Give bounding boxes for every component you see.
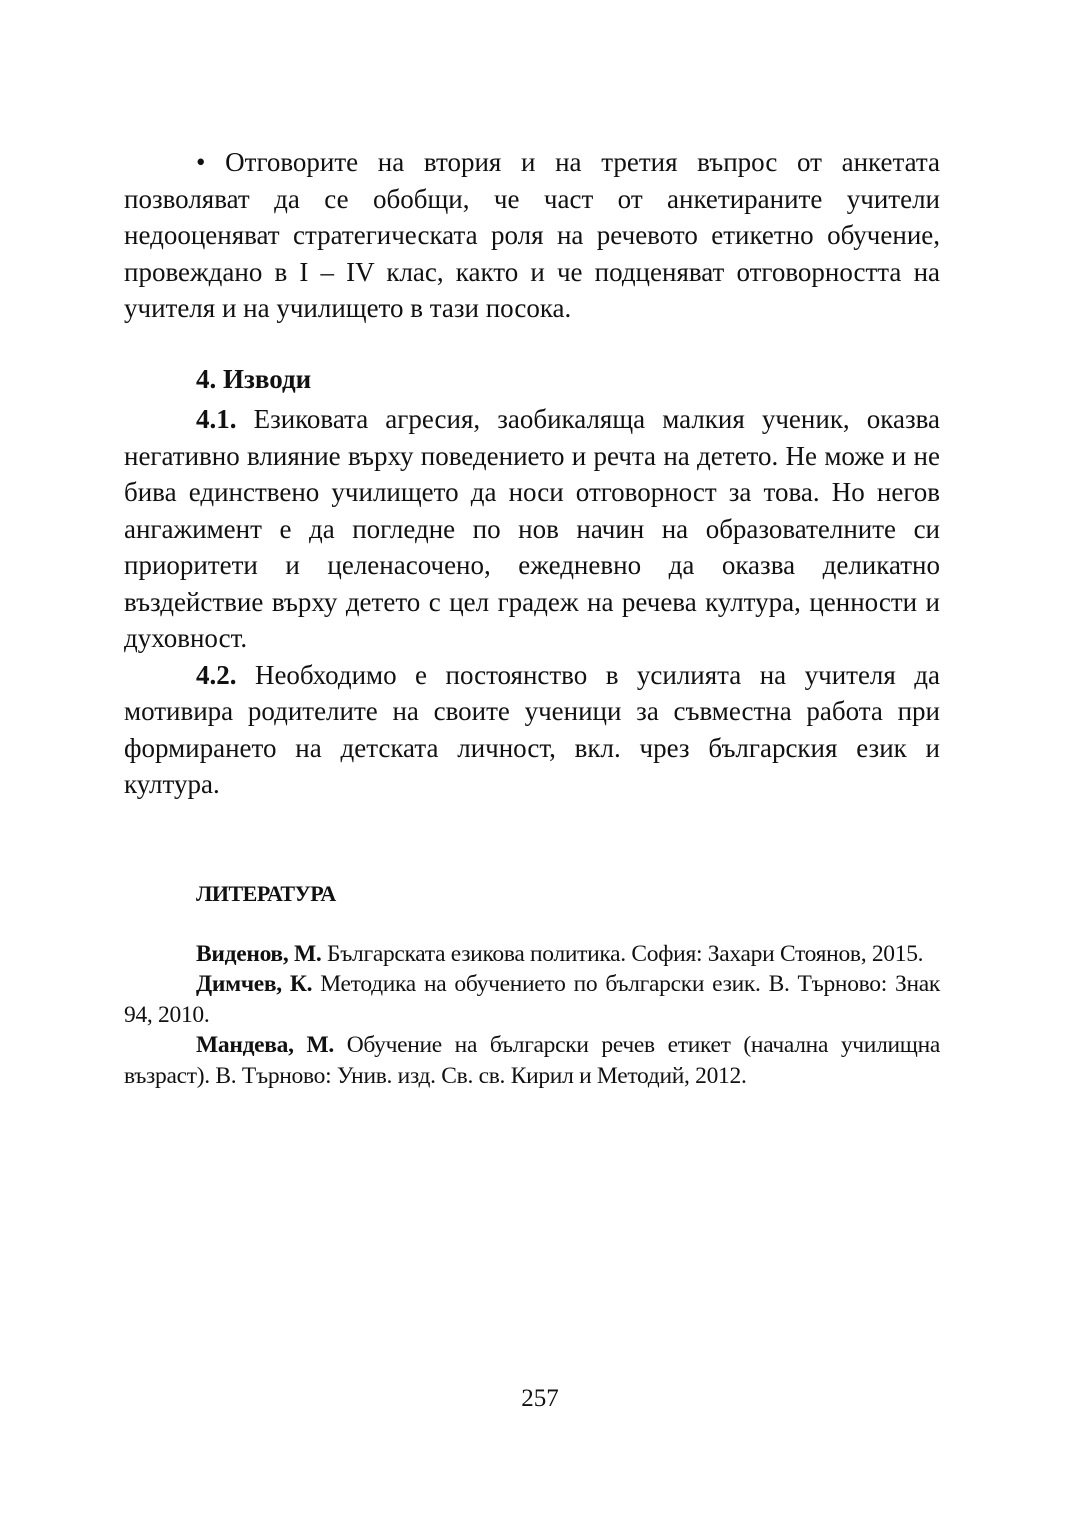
conclusion-text: Необходимо е постоянство в усилията на учителя да мотивира родителите на своите ученици за съвместна работа при формирането на детската личност, вкл. чрез българския език и култура. [124, 659, 940, 799]
reference-item [124, 939, 940, 970]
reference-item [124, 1030, 940, 1091]
conclusion-number: 4.1. [196, 404, 237, 434]
reference-author: Виденов, М. [196, 940, 322, 967]
bullet-paragraph [124, 144, 940, 327]
reference-item [124, 969, 940, 1030]
conclusion-text: Езиковата агресия, заобикаляща малкия ученик, оказва негативно влияние върху поведението и речта на детето. Не може и не бива единствено училището да носи отговорност за това. Но негов ангажимент е да погледне по нов начин на образователните си приоритети и целенасочено, ежедневно да оказва деликатно въздействие върху детето с цел градеж на речева култура, ценности и духовност. [124, 404, 940, 653]
bullet-symbol: • [196, 147, 206, 177]
conclusion-number: 4.2. [196, 659, 237, 690]
conclusion-item-4-2 [124, 657, 940, 803]
literature-heading: ЛИТЕРАТУРА [196, 880, 336, 906]
reference-text: Методика на обучението по български език. В. Търново: Знак 94, 2010. [124, 971, 940, 1028]
bullet-paragraph-text: Отговорите на втория и на третия въпрос от анкетата позволяват да се обобщи, че част от анкетираните учители недооценяват стратегическата роля на речевото етикетно обучение, провеждано в I – IV клас, както и че подценяват отговорността на учителя и на училището в тази посока. [124, 147, 940, 323]
reference-text: Българската езикова политика. София: Захари Стоянов, 2015. [327, 940, 924, 967]
reference-list [124, 939, 940, 1092]
reference-author: Димчев, К. [196, 971, 313, 997]
page-body [124, 140, 940, 1091]
reference-author: Мандева, М. [196, 1032, 334, 1058]
section-heading-conclusions: 4. Изводи [196, 363, 312, 394]
conclusion-item-4-1 [124, 401, 940, 657]
reference-text: Обучение на български речев етикет (начална училищна възраст). В. Търново: Унив. изд. Св. св. Кирил и Методий, 2012. [124, 1032, 940, 1089]
page-number: 257 [521, 1385, 559, 1412]
